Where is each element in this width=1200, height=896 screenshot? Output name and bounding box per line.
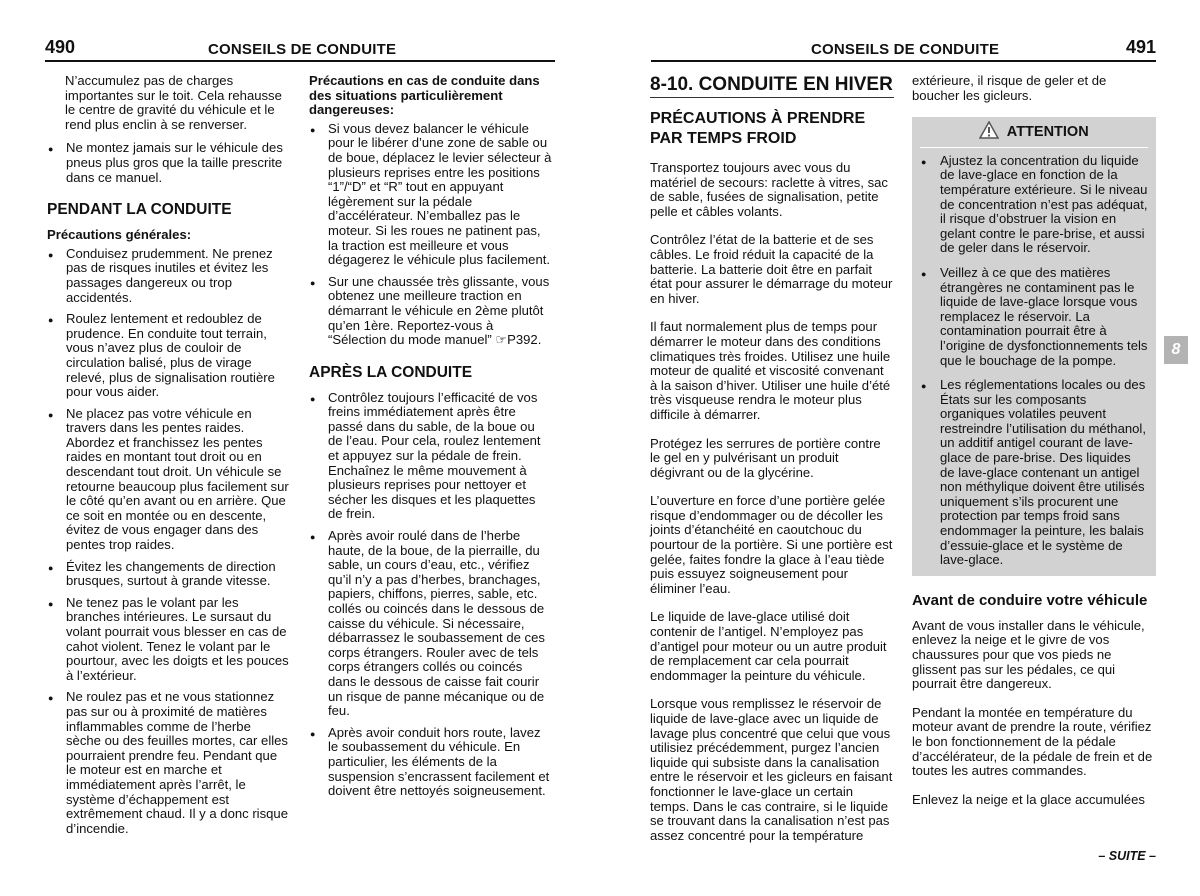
left-page-column-1 (47, 74, 289, 843)
bullet-list (47, 247, 289, 837)
subheading-situations-dangereuses: Précautions en cas de conduite dans des situations particulièrement dangereuses: (309, 73, 540, 118)
list-item: ● Conduisez prudemment. Ne prenez pas de risques inutiles et évitez les passages dangereux ou trop accidentés. (47, 247, 289, 305)
list-item: ● Ajustez la concentration du liquide de lave-glace en fonction de la température extérieure. Si le niveau de concentration n’est pas adéquat, il risque d’obstruer la vision en gelant contre le pare-brise, et aussi de geler dans le réservoir. (920, 154, 1148, 256)
left-page-column-2 (309, 74, 552, 806)
bullet-list (309, 122, 552, 348)
list-item: ● Après avoir conduit hors route, lavez le soubassement du véhicule. En particulier, les éléments de la suspension s’encrassent facilement et doivent être nettoyés soigneusement. (309, 726, 552, 799)
continued-marker: – SUITE – (1098, 849, 1156, 863)
right-page-number: 491 (1125, 37, 1156, 57)
paragraph: Enlevez la neige et la glace accumulées (912, 791, 1145, 807)
section-subtitle: PRÉCAUTIONS À PRENDRE PAR TEMPS FROID (650, 110, 866, 147)
continued-paragraph: extérieure, il risque de geler et de boucher les gicleurs. (912, 73, 1107, 103)
right-page-column-2 (912, 74, 1156, 821)
attention-bullet-list (920, 154, 1148, 568)
right-page-header (651, 38, 1156, 62)
list-item: ● Sur une chaussée très glissante, vous obtenez une meilleure traction en démarrant le véhicule en 2ème plutôt qu’en 1ère. Reportez-vous à “Sélection du mode manuel” ☞P392. (309, 275, 552, 348)
paragraph: Pendant la montée en température du moteur avant de prendre la route, vérifiez le bon fonctionnement de la pédale d’accélérateur, de la pédale de frein et de toutes les autres commandes. (912, 704, 1153, 779)
list-item: ● Si vous devez balancer le véhicule pour le libérer d’une zone de sable ou de boue, déplacez le levier sélecteur à plusieurs reprises entre les positions “1”/“D” et “R” tout en appuyant légèrement sur la pédale d’accélérateur. N’emballez pas le moteur. Si les roues ne patinent pas, la traction est meilleure et vous dégagerez le véhicule plus facilement. (309, 122, 552, 268)
list-item: ● Ne roulez pas et ne vous stationnez pas sur ou à proximité de matières inflammables comme de l’herbe sèche ou des feuilles mortes, car elles pourraient prendre feu. Pendant que le moteur est en marche et immédiatement après l’arrêt, le système d’échappement est extrêmement chaud. Il y a donc risque d’incendie. (47, 690, 289, 836)
paragraph: Il faut normalement plus de temps pour démarrer le moteur dans des conditions climatiques très froides. Utilisez une huile moteur de qualité et viscosité convenant à la saison d’hiver. Utiliser une huile d’été très visqueuse rendra le moteur plus difficile à démarrer. (650, 319, 891, 422)
list-item: ● Évitez les changements de direction brusques, surtout à grande vitesse. (47, 560, 289, 589)
list-item: ● Ne placez pas votre véhicule en travers dans les pentes raides. Abordez et franchissez les pentes raides en montant tout droit ou en descendant tout droit. Un véhicule se retourne beaucoup plus facilement sur le côté qu’en avant ou en arrière. Que ce soit en montée ou en descente, évitez de vous engager dans des pentes trop raides. (47, 407, 289, 553)
list-item: ● Ne tenez pas le volant par les branches intérieures. Le sursaut du volant pourrait vous blesser en cas de cahot violent. Tenez le volant par le pourtour, avec les doigts et les pouces à l’extérieur. (47, 596, 289, 684)
chapter-tab: 8 (1164, 336, 1188, 364)
paragraph: Le liquide de lave-glace utilisé doit contenir de l’antigel. N’employez pas d’antigel pour moteur ou un autre produit de remplacement car cela pourrait endommager la peinture du véhicule. (650, 609, 887, 683)
paragraph: Protégez les serrures de portière contre le gel en y pulvérisant un produit dégivrant ou de la glycérine. (650, 435, 881, 480)
list-item: ● Contrôlez toujours l’efficacité de vos freins immédiatement après être passé dans du sable, de la boue ou de l’eau. Pour cela, roulez lentement et appuyez sur la pédale de frein. Enchaînez le même mouvement à plusieurs reprises pour nettoyer et sécher les disques et les plaquettes de frein. (309, 391, 552, 522)
right-header-title: CONSEILS DE CONDUITE (811, 41, 1000, 58)
paragraph: Transportez toujours avec vous du matériel de secours: raclette à vitres, sac de sable, fusées de signalisation, petite pelle et câbles volants. (650, 160, 888, 219)
left-header-title: CONSEILS DE CONDUITE (208, 41, 397, 58)
paragraph: Avant de vous installer dans le véhicule, enlevez la neige et le givre de vos chaussures pour que vos pieds ne glissent pas sur les pédales, ce qui pourrait être dangereux. (912, 617, 1145, 692)
bullet-list (47, 141, 289, 185)
attention-header (920, 121, 1148, 148)
paragraph: Contrôlez l’état de la batterie et de ses câbles. Le froid réduit la capacité de la batterie. La batterie doit être en parfait état pour assurer le démarrage du moteur en hiver. (650, 232, 893, 306)
attention-box (912, 117, 1156, 576)
right-page-column-1 (650, 74, 894, 857)
chapter-title: 8-10. CONDUITE EN HIVER (650, 74, 894, 98)
subheading-precautions-generales: Précautions générales: (47, 227, 192, 243)
left-page-header (45, 38, 555, 62)
list-item: ● Roulez lentement et redoublez de prudence. En conduite tout terrain, vous n’avez plus de couloir de circulation balisé, plus de virage relevé, plus de signalisation routière pour vous aider. (47, 312, 289, 400)
list-item: ● Les réglementations locales ou des États sur les composants organiques volatiles peuvent restreindre l’utilisation du méthanol, un additif antigel courant de lave-glace de pare-brise. Des liquides de lave-glace contenant un antigel non méthylique doivent être utilisés uniquement s’ils procurent une protection par temps froid sans endommager la peinture, les balais d’essuie-glace et le système de lave-glace. (920, 378, 1148, 568)
list-item: ● Ne montez jamais sur le véhicule des pneus plus gros que la taille prescrite dans ce manuel. (47, 141, 289, 185)
list-item: ● Après avoir roulé dans de l’herbe haute, de la boue, de la pierraille, du sable, un cours d’eau, etc., vérifiez qu’il n’y a pas d’herbes, branchages, papiers, chiffons, pierres, sable, etc. collés ou coincés dans le dessous de caisse du véhicule. Si nécessaire, débarrassez le soubassement de ces corps étrangers. Rouler avec de tels corps étrangers collés ou coincés dans le dessous de caisse fait courir un risque de panne mécanique ou de feu. (309, 529, 552, 719)
paragraph: Lorsque vous remplissez le réservoir de liquide de lave-glace avec un liquide de lavage plus concentré que celui que vous utilisiez précédemment, purgez l’ancien liquide qui subsiste dans la canalisation entre le réservoir et les gicleurs en faisant fonctionner le lave-glace un certain temps. Dans le cas contraire, si le liquide se trouvant dans la canalisation n’est pas assez concentré pour la température (650, 696, 893, 843)
left-page-number: 490 (45, 37, 76, 57)
section-title-avant-de-conduire: Avant de conduire votre véhicule (912, 591, 1148, 609)
section-title-apres-la-conduite: APRÈS LA CONDUITE (309, 363, 473, 381)
continued-bullet-text: N’accumulez pas de charges importantes sur le toit. Cela rehausse le centre de gravité du véhicule et le rend plus enclin à se renverser. (65, 73, 282, 132)
section-title-pendant-la-conduite: PENDANT LA CONDUITE (47, 201, 232, 219)
list-item: ● Veillez à ce que des matières étrangères ne contaminent pas le liquide de lave-glace lorsque vous remplacez le réservoir. La contamination pourrait être à l’origine de dysfonctionnements tels que le bouchage de la pompe. (920, 266, 1148, 368)
bullet-list (309, 391, 552, 799)
paragraph: L’ouverture en force d’une portière gelée risque d’endommager ou de décoller les joints d’étanchéité en caoutchouc du pourtour de la portière. Si une portière est gelée, faites fondre la glace à l’eau tiède puis essuyez soigneusement pour éliminer l’eau. (650, 493, 893, 596)
warning-icon (979, 121, 999, 143)
attention-title: ATTENTION (1006, 124, 1089, 141)
